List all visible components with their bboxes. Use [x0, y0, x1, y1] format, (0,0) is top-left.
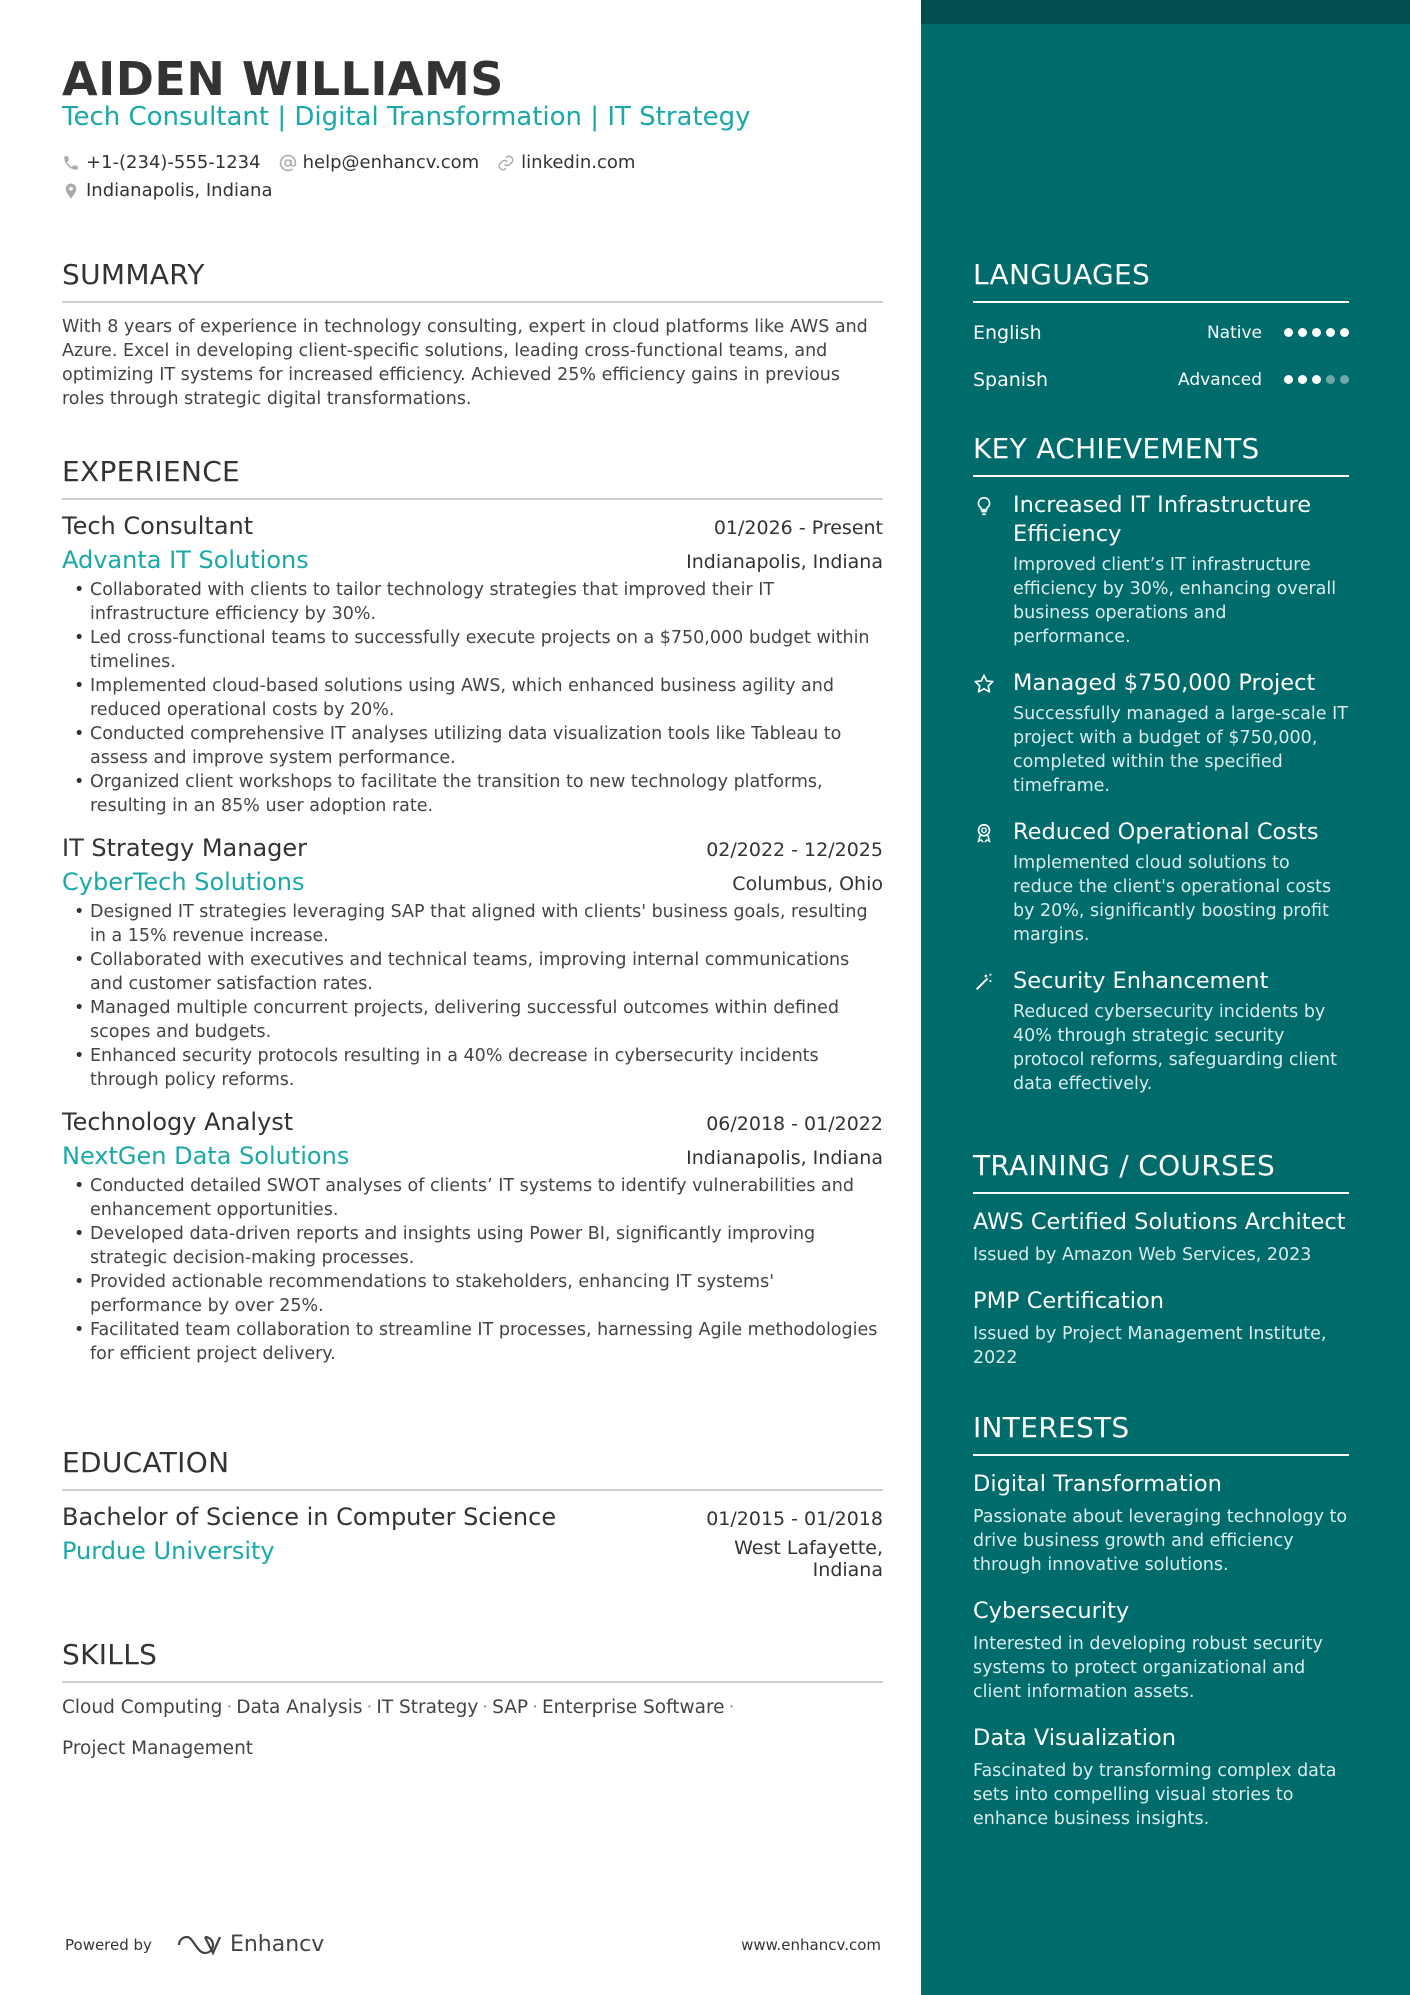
- achievement-item: [973, 491, 1349, 649]
- job-entry: [62, 834, 883, 1092]
- linkedin-text: linkedin.com: [521, 152, 636, 173]
- rating-dot: [1326, 328, 1335, 337]
- bullet-item: • Organized client workshops to facilitate the transition to new technology platforms, resulting in an 85% user adoption rate.: [62, 770, 883, 818]
- job-dates: 01/2026 - Present: [713, 517, 883, 539]
- achievement-item: [973, 818, 1349, 947]
- course-desc: Issued by Amazon Web Services, 2023: [973, 1245, 1312, 1265]
- job-location: Columbus, Ohio: [732, 873, 883, 895]
- language-level: Advanced: [1178, 369, 1262, 390]
- enhancv-logo-icon: [176, 1933, 222, 1957]
- language-rating: [1284, 328, 1349, 337]
- enhancv-brand: Enhancv: [229, 1932, 325, 1957]
- rating-dot: [1312, 375, 1321, 384]
- skills-list: [62, 1687, 883, 1769]
- sidebar-top-bar: [921, 0, 1410, 24]
- job-title: Tech Consultant: [62, 512, 254, 540]
- job-bullets: [62, 900, 883, 1092]
- location-contact: [62, 180, 273, 201]
- bullet-item: • Enhanced security protocols resulting in a 40% decrease in cybersecurity incidents through policy reforms.: [62, 1044, 883, 1092]
- magic-wand-icon: [973, 971, 995, 993]
- language-row: [973, 362, 1349, 397]
- star-icon: [973, 673, 995, 695]
- achievement-title: Reduced Operational Costs: [1013, 819, 1319, 845]
- bullet-item: • Managed multiple concurrent projects, delivering successful outcomes within defined scopes and budgets.: [62, 996, 883, 1044]
- rating-dot-empty: [1340, 375, 1349, 384]
- achievement-item: [973, 669, 1349, 798]
- rating-dot: [1298, 375, 1307, 384]
- language-name: Spanish: [973, 368, 1049, 391]
- course-item: [973, 1208, 1349, 1267]
- achievement-desc: Implemented cloud solutions to reduce the client's operational costs by 20%, significantly boosting profit margins.: [1013, 853, 1332, 945]
- achievement-desc: Reduced cybersecurity incidents by 40% through strategic security protocol reforms, safeguarding client data effectively.: [1013, 1002, 1337, 1094]
- phone-contact[interactable]: [62, 152, 261, 173]
- skills-section: [62, 1638, 883, 1769]
- languages-section: [973, 258, 1349, 397]
- course-title: PMP Certification: [973, 1288, 1165, 1314]
- interest-desc: Interested in developing robust security systems to protect organizational and client information assets.: [973, 1634, 1323, 1702]
- achievement-title: Increased IT Infrastructure Efficiency: [1013, 492, 1312, 547]
- interest-title: Digital Transformation: [973, 1471, 1222, 1497]
- job-title: Technology Analyst: [62, 1108, 294, 1136]
- course-title: AWS Certified Solutions Architect: [973, 1209, 1346, 1235]
- bullet-item: • Developed data-driven reports and insights using Power BI, significantly improving strategic decision-making processes.: [62, 1222, 883, 1270]
- achievement-title: Managed $750,000 Project: [1013, 670, 1316, 696]
- education-entry: [62, 1503, 883, 1581]
- skill-separator: ·: [532, 1697, 538, 1718]
- summary-section: [62, 258, 883, 411]
- interests-section: [973, 1411, 1349, 1831]
- interest-item: [973, 1724, 1349, 1831]
- skill-item: Project Management: [62, 1738, 254, 1759]
- lightbulb-icon: [973, 495, 995, 517]
- email-text: help@enhancv.com: [302, 152, 480, 173]
- company-name[interactable]: NextGen Data Solutions: [62, 1142, 350, 1170]
- skill-item: IT Strategy: [376, 1697, 479, 1718]
- degree-title: Bachelor of Science in Computer Science: [62, 1503, 557, 1531]
- training-section: [973, 1149, 1349, 1370]
- achievement-desc: Improved client’s IT infrastructure efficiency by 30%, enhancing overall business operations and performance.: [1013, 555, 1337, 647]
- bullet-item: • Provided actionable recommendations to stakeholders, enhancing IT systems' performance by over 25%.: [62, 1270, 883, 1318]
- linkedin-contact[interactable]: [497, 152, 635, 173]
- interest-title: Cybersecurity: [973, 1598, 1130, 1624]
- achievement-title: Security Enhancement: [1013, 968, 1269, 994]
- bullet-item: • Led cross-functional teams to successfully execute projects on a $750,000 budget within timelines.: [62, 626, 883, 674]
- achievements-heading: KEY ACHIEVEMENTS: [973, 432, 1349, 477]
- skill-separator: ·: [728, 1697, 735, 1718]
- job-bullets: [62, 1174, 883, 1366]
- job-entry: [62, 512, 883, 818]
- bullet-item: • Implemented cloud-based solutions using AWS, which enhanced business agility and reduced operational costs by 20%.: [62, 674, 883, 722]
- email-contact[interactable]: [279, 152, 480, 173]
- language-rating: [1284, 375, 1349, 384]
- rating-dot: [1298, 328, 1307, 337]
- at-icon: [279, 154, 297, 172]
- skill-item: Cloud Computing: [62, 1697, 223, 1718]
- company-name[interactable]: Advanta IT Solutions: [62, 546, 309, 574]
- interests-heading: INTERESTS: [973, 1411, 1349, 1456]
- footer: [65, 1932, 881, 1957]
- experience-heading: EXPERIENCE: [62, 455, 883, 500]
- company-name[interactable]: CyberTech Solutions: [62, 868, 305, 896]
- skill-separator: ·: [482, 1697, 489, 1718]
- job-title: IT Strategy Manager: [62, 834, 308, 862]
- education-dates: 01/2015 - 01/2018: [706, 1508, 883, 1530]
- job-location: Indianapolis, Indiana: [686, 1147, 883, 1169]
- job-dates: 02/2022 - 12/2025: [706, 839, 883, 861]
- job-dates: 06/2018 - 01/2022: [706, 1113, 883, 1135]
- footer-url[interactable]: www.enhancv.com: [741, 1935, 881, 1954]
- achievement-desc: Successfully managed a large-scale IT project with a budget of $750,000, completed within the specified timeframe.: [1013, 704, 1348, 796]
- skill-item: SAP: [492, 1697, 529, 1718]
- interest-item: [973, 1470, 1349, 1577]
- education-heading: EDUCATION: [62, 1446, 883, 1491]
- achievements-section: [973, 432, 1349, 1096]
- summary-text: With 8 years of experience in technology consulting, expert in cloud platforms like AWS and Azure. Excel in developing client-specific solutions, leading cross-functional teams, and optimizing IT systems for increased efficiency. Achieved 25% efficiency gains in previous roles through strategic digital transformations.: [62, 317, 868, 409]
- candidate-name: AIDEN WILLIAMS: [62, 52, 504, 106]
- skills-heading: SKILLS: [62, 1638, 883, 1683]
- skill-separator: ·: [226, 1697, 233, 1718]
- interest-title: Data Visualization: [973, 1725, 1176, 1751]
- bullet-item: • Collaborated with clients to tailor technology strategies that improved their IT infrastructure efficiency by 30%.: [62, 578, 883, 626]
- language-row: [973, 315, 1349, 350]
- training-heading: TRAINING / COURSES: [973, 1149, 1349, 1194]
- bullet-item: • Facilitated team collaboration to streamline IT processes, harnessing Agile methodologies for efficient project delivery.: [62, 1318, 883, 1366]
- education-location-line2: Indiana: [812, 1559, 883, 1581]
- job-location: Indianapolis, Indiana: [686, 551, 883, 573]
- rating-dot: [1340, 328, 1349, 337]
- interest-item: [973, 1597, 1349, 1704]
- course-item: [973, 1287, 1349, 1370]
- location-text: Indianapolis, Indiana: [86, 180, 273, 201]
- bullet-item: • Conducted comprehensive IT analyses utilizing data visualization tools like Tableau to assess and improve system performance.: [62, 722, 883, 770]
- bullet-item: • Designed IT strategies leveraging SAP that aligned with clients' business goals, resulting in a 15% revenue increase.: [62, 900, 883, 948]
- job-entry: [62, 1108, 883, 1366]
- candidate-tagline: Tech Consultant | Digital Transformation | IT Strategy: [62, 102, 751, 132]
- job-bullets: [62, 578, 883, 818]
- rating-dot-empty: [1326, 375, 1335, 384]
- powered-by: [65, 1932, 324, 1957]
- phone-icon: [62, 154, 80, 172]
- rating-dot: [1284, 375, 1293, 384]
- link-icon: [497, 154, 515, 172]
- location-row: [62, 180, 273, 201]
- course-desc: Issued by Project Management Institute, 2022: [973, 1324, 1327, 1368]
- language-level: Native: [1206, 322, 1262, 343]
- language-name: English: [973, 321, 1042, 344]
- interest-desc: Passionate about leveraging technology to drive business growth and efficiency through innovative solutions.: [973, 1507, 1348, 1575]
- education-section: [62, 1446, 883, 1581]
- enhancv-logo[interactable]: [176, 1932, 324, 1957]
- award-icon: [973, 822, 995, 844]
- phone-text: +1-(234)-555-1234: [86, 152, 261, 173]
- rating-dot: [1284, 328, 1293, 337]
- skill-item: Data Analysis: [236, 1697, 363, 1718]
- location-pin-icon: [62, 182, 80, 200]
- interest-desc: Fascinated by transforming complex data sets into compelling visual stories to enhance business insights.: [973, 1761, 1337, 1829]
- bullet-item: • Conducted detailed SWOT analyses of clients’ IT systems to identify vulnerabilities and enhancement opportunities.: [62, 1174, 883, 1222]
- languages-heading: LANGUAGES: [973, 258, 1349, 303]
- skill-separator: ·: [366, 1697, 373, 1718]
- experience-section: [62, 455, 883, 1366]
- school-name[interactable]: Purdue University: [62, 1537, 275, 1565]
- achievement-item: [973, 967, 1349, 1096]
- education-location: [734, 1537, 883, 1581]
- summary-heading: SUMMARY: [62, 258, 883, 303]
- education-location-line1: West Lafayette,: [734, 1537, 883, 1559]
- rating-dot: [1312, 328, 1321, 337]
- contact-row: [62, 152, 635, 173]
- powered-by-label: Powered by: [65, 1935, 152, 1954]
- skill-item: Enterprise Software: [541, 1697, 725, 1718]
- bullet-item: • Collaborated with executives and technical teams, improving internal communications and customer satisfaction rates.: [62, 948, 883, 996]
